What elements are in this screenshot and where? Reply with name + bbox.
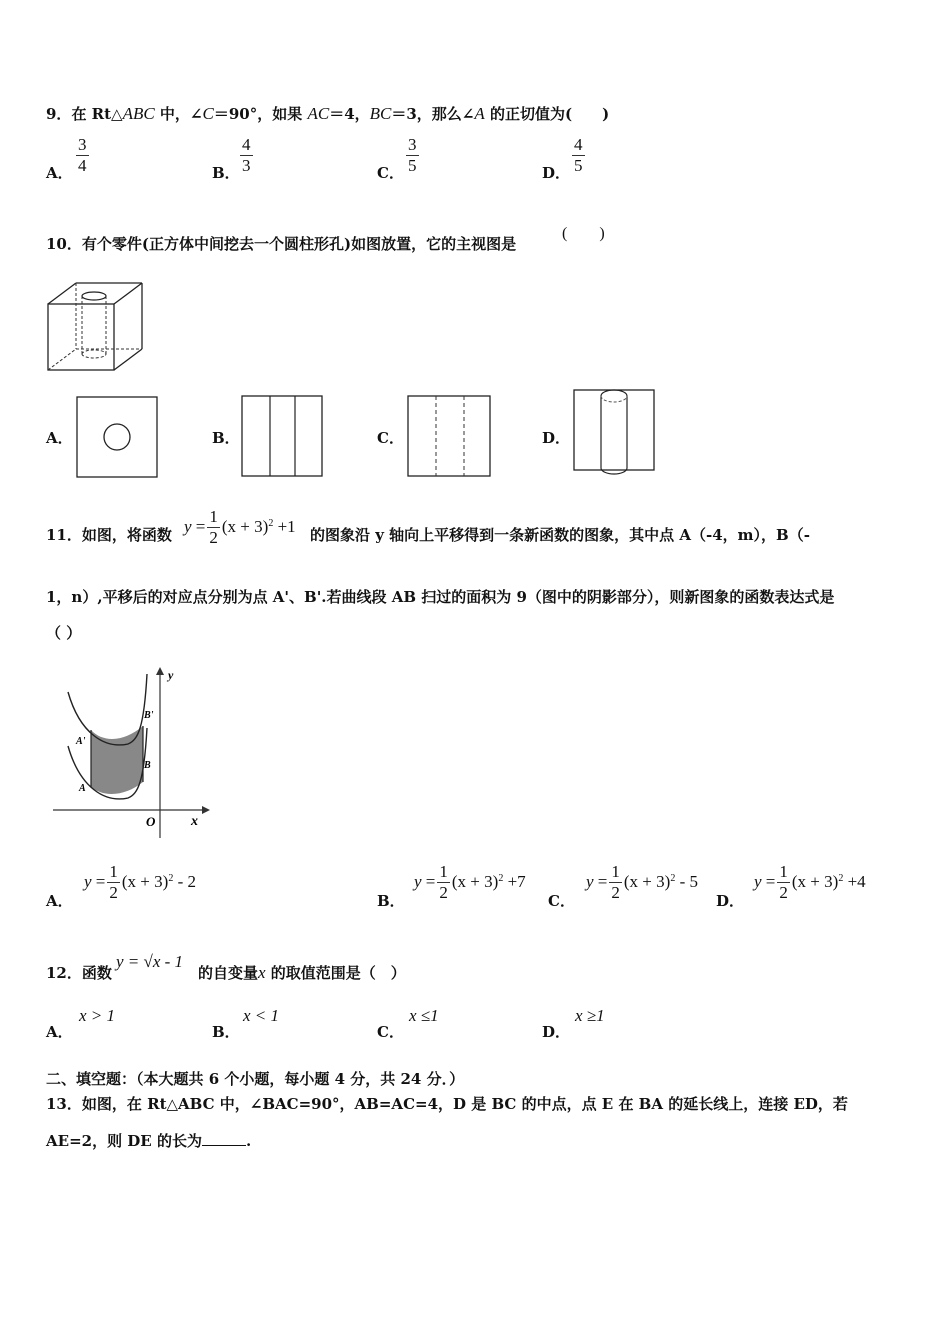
- q11-option-c-equation: y = $\frac{1}{2}$ (x + 3) $^2$ - 5: [586, 862, 698, 902]
- q10-option-b[interactable]: B．: [212, 429, 240, 447]
- q10-option-a-figure: [75, 395, 159, 479]
- graph-label-b-prime: B': [144, 710, 154, 721]
- q12-option-c[interactable]: C．: [377, 1023, 404, 1041]
- question-number: 11．: [46, 526, 82, 544]
- cube-with-hole-figure: [44, 280, 146, 376]
- q11-option-b-equation: y = $\frac{1}{2}$ (x + 3) $^2$ +7: [414, 862, 526, 902]
- q12-option-d-value: x ≥1: [575, 1006, 605, 1025]
- q10-option-d[interactable]: D．: [542, 429, 571, 447]
- question-11-text: 的图象沿 y 轴向上平移得到一条新函数的图象，其中点 A（-4，m），B（-: [310, 526, 810, 544]
- question-number: 12．: [46, 964, 82, 982]
- q9-option-b[interactable]: B．: [212, 164, 240, 182]
- q12-option-a[interactable]: A．: [46, 1023, 73, 1041]
- q11-parabola-graph: [50, 664, 210, 842]
- graph-label-b: B: [144, 760, 151, 771]
- graph-label-a: A: [79, 783, 86, 794]
- graph-label-a-prime: A': [76, 736, 86, 747]
- question-9: 9．在 Rt△ABC 中，∠C＝90°，如果 AC＝4，BC＝3，那么∠A 的正切值为( ): [46, 104, 610, 123]
- q9-option-c[interactable]: C．: [377, 164, 404, 182]
- question-11-line3: （ ）: [46, 624, 82, 642]
- q9-option-d-fraction: $\frac{4}{5}$: [574, 135, 583, 175]
- graph-label-y: y: [168, 668, 174, 682]
- q9-option-a-fraction: $\frac{3}{4}$: [78, 135, 87, 175]
- question-13-line2: AE=2，则 DE 的长为 .: [46, 1132, 252, 1150]
- question-11-line2: 1，n）,平移后的对应点分别为点 A'、B'.若曲线段 AB 扫过的面积为 9（图中的阴影部分），则新图象的函数表达式是: [46, 588, 835, 606]
- q11-option-d-equation: y = $\frac{1}{2}$ (x + 3) $^2$ +4: [754, 862, 866, 902]
- q10-answer-paren: ( ): [562, 225, 605, 242]
- q11-function-equation: y = $\frac{1}{2}$ (x + 3) $^2$ +1: [184, 507, 296, 547]
- answer-blank[interactable]: [202, 1145, 246, 1146]
- question-12-intro: 12．函数: [46, 964, 112, 982]
- q11-option-a[interactable]: A．: [46, 892, 73, 910]
- q9-option-a[interactable]: A．: [46, 164, 73, 182]
- q9-option-d[interactable]: D．: [542, 164, 571, 182]
- q12-option-c-value: x ≤1: [409, 1006, 439, 1025]
- q12-function: y = √x - 1: [116, 952, 184, 971]
- q9-option-c-fraction: $\frac{3}{5}$: [408, 135, 417, 175]
- section-heading: 二、填空题：（本大题共 6 个小题，每小题 4 分，共 24 分．）: [46, 1070, 465, 1088]
- q10-option-c[interactable]: C．: [377, 429, 404, 447]
- question-10: 10．有个零件(正方体中间挖去一个圆柱形孔)如图放置，它的主视图是: [46, 235, 517, 253]
- question-number: 10．: [46, 235, 82, 253]
- graph-label-x: x: [191, 814, 198, 829]
- q12-option-b-value: x < 1: [243, 1006, 280, 1025]
- q11-option-c[interactable]: C．: [548, 892, 575, 910]
- q12-option-d[interactable]: D．: [542, 1023, 571, 1041]
- question-13-line1: 13．如图，在 Rt△ABC 中，∠BAC=90°，AB=AC=4，D 是 BC 的中点，点 E 在 BA 的延长线上，连接 ED，若: [46, 1095, 848, 1113]
- question-11-intro: 11．如图，将函数: [46, 526, 172, 544]
- q11-option-b[interactable]: B．: [377, 892, 405, 910]
- graph-label-o: O: [146, 814, 156, 829]
- q12-option-a-value: x > 1: [79, 1006, 116, 1025]
- question-12-text: 的自变量x 的取值范围是（ ）: [198, 963, 406, 982]
- question-number: 13．: [46, 1095, 82, 1113]
- q11-option-d[interactable]: D．: [716, 892, 745, 910]
- q10-option-d-figure: [572, 386, 656, 482]
- q12-option-b[interactable]: B．: [212, 1023, 240, 1041]
- question-number: 9．: [46, 105, 72, 123]
- q10-option-c-figure: [406, 394, 492, 478]
- q10-option-b-figure: [240, 394, 324, 478]
- q9-option-b-fraction: $\frac{4}{3}$: [242, 135, 251, 175]
- q10-option-a[interactable]: A．: [46, 429, 73, 447]
- shaded-region: [91, 726, 143, 794]
- q11-option-a-equation: y = $\frac{1}{2}$ (x + 3) $^2$ - 2: [84, 862, 196, 902]
